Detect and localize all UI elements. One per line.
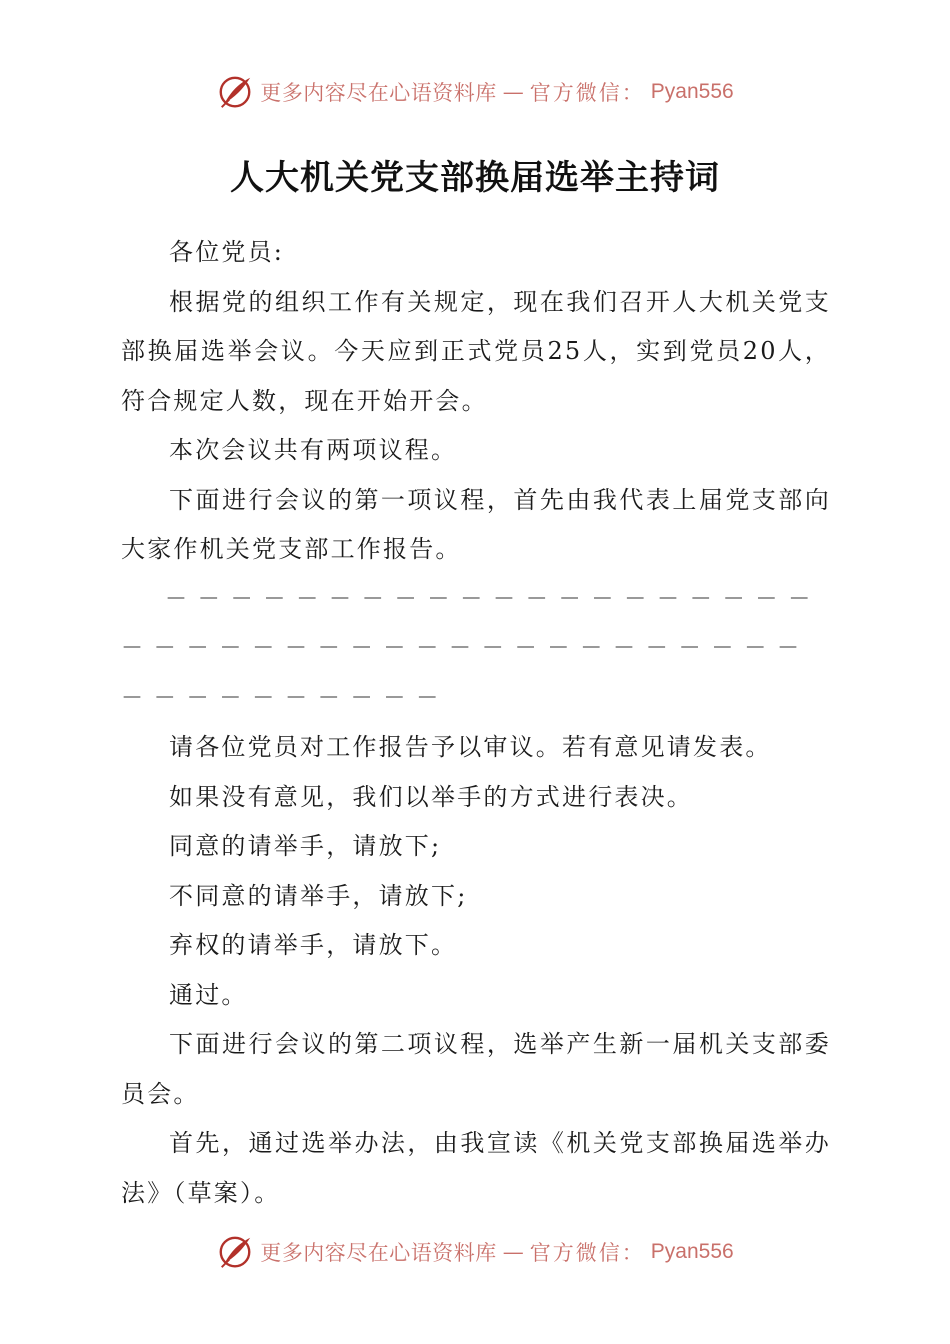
paragraph: 如果没有意见，我们以举手的方式进行表决。 bbox=[169, 782, 693, 811]
paragraph: 下面进行会议的第一项议程，首先由我代表上届党支部向大家作机关党支部工作报告。 bbox=[121, 485, 831, 563]
wechat-id: Pyan556 bbox=[650, 80, 734, 103]
quill-logo-icon bbox=[216, 73, 254, 111]
quill-logo-icon bbox=[216, 1233, 254, 1271]
paragraph: 通过。 bbox=[169, 980, 248, 1009]
wechat-id: Pyan556 bbox=[650, 1240, 734, 1263]
banner-text: 更多内容尽在心语资料库 bbox=[260, 81, 497, 105]
banner-separator: — bbox=[502, 80, 524, 104]
document-body bbox=[121, 228, 831, 1218]
document-title: 人大机关党支部换届选举主持词 bbox=[230, 158, 720, 198]
paragraph: 不同意的请举手，请放下; bbox=[169, 881, 468, 910]
paragraph: 弃权的请举手，请放下。 bbox=[169, 931, 458, 959]
paragraph: 同意的请举手，请放下; bbox=[169, 832, 442, 860]
paragraph: 本次会议共有两项议程。 bbox=[169, 436, 458, 464]
wechat-label: 官方微信： bbox=[529, 1241, 645, 1265]
header-banner bbox=[0, 70, 950, 114]
paragraph: 根据党的组织工作有关规定，现在我们召开人大机关党支部换届选举会议。今天应到正式党员25人，实到党员20人，符合规定人数，现在开始开会。 bbox=[121, 287, 831, 415]
banner-separator: — bbox=[502, 1240, 524, 1264]
wechat-label: 官方微信： bbox=[529, 81, 645, 105]
banner-text: 更多内容尽在心语资料库 bbox=[260, 1241, 497, 1265]
paragraph: 各位党员: bbox=[169, 238, 285, 266]
footer-banner bbox=[0, 1230, 950, 1274]
paragraph: 下面进行会议的第二项议程，选举产生新一届机关支部委员会。 bbox=[121, 1030, 831, 1108]
paragraph: 请各位党员对工作报告予以审议。若有意见请发表。 bbox=[169, 733, 772, 761]
paragraph: 首先，通过选举办法，由我宣读《机关党支部换届选举办法》（草案）。 bbox=[121, 1129, 831, 1207]
dash-separator-line: －－－－－－－－－－－－－－－－－－－－－－－－－－－－－－－－－－－－－－－－－－－－－－－－－－－ bbox=[121, 586, 822, 711]
